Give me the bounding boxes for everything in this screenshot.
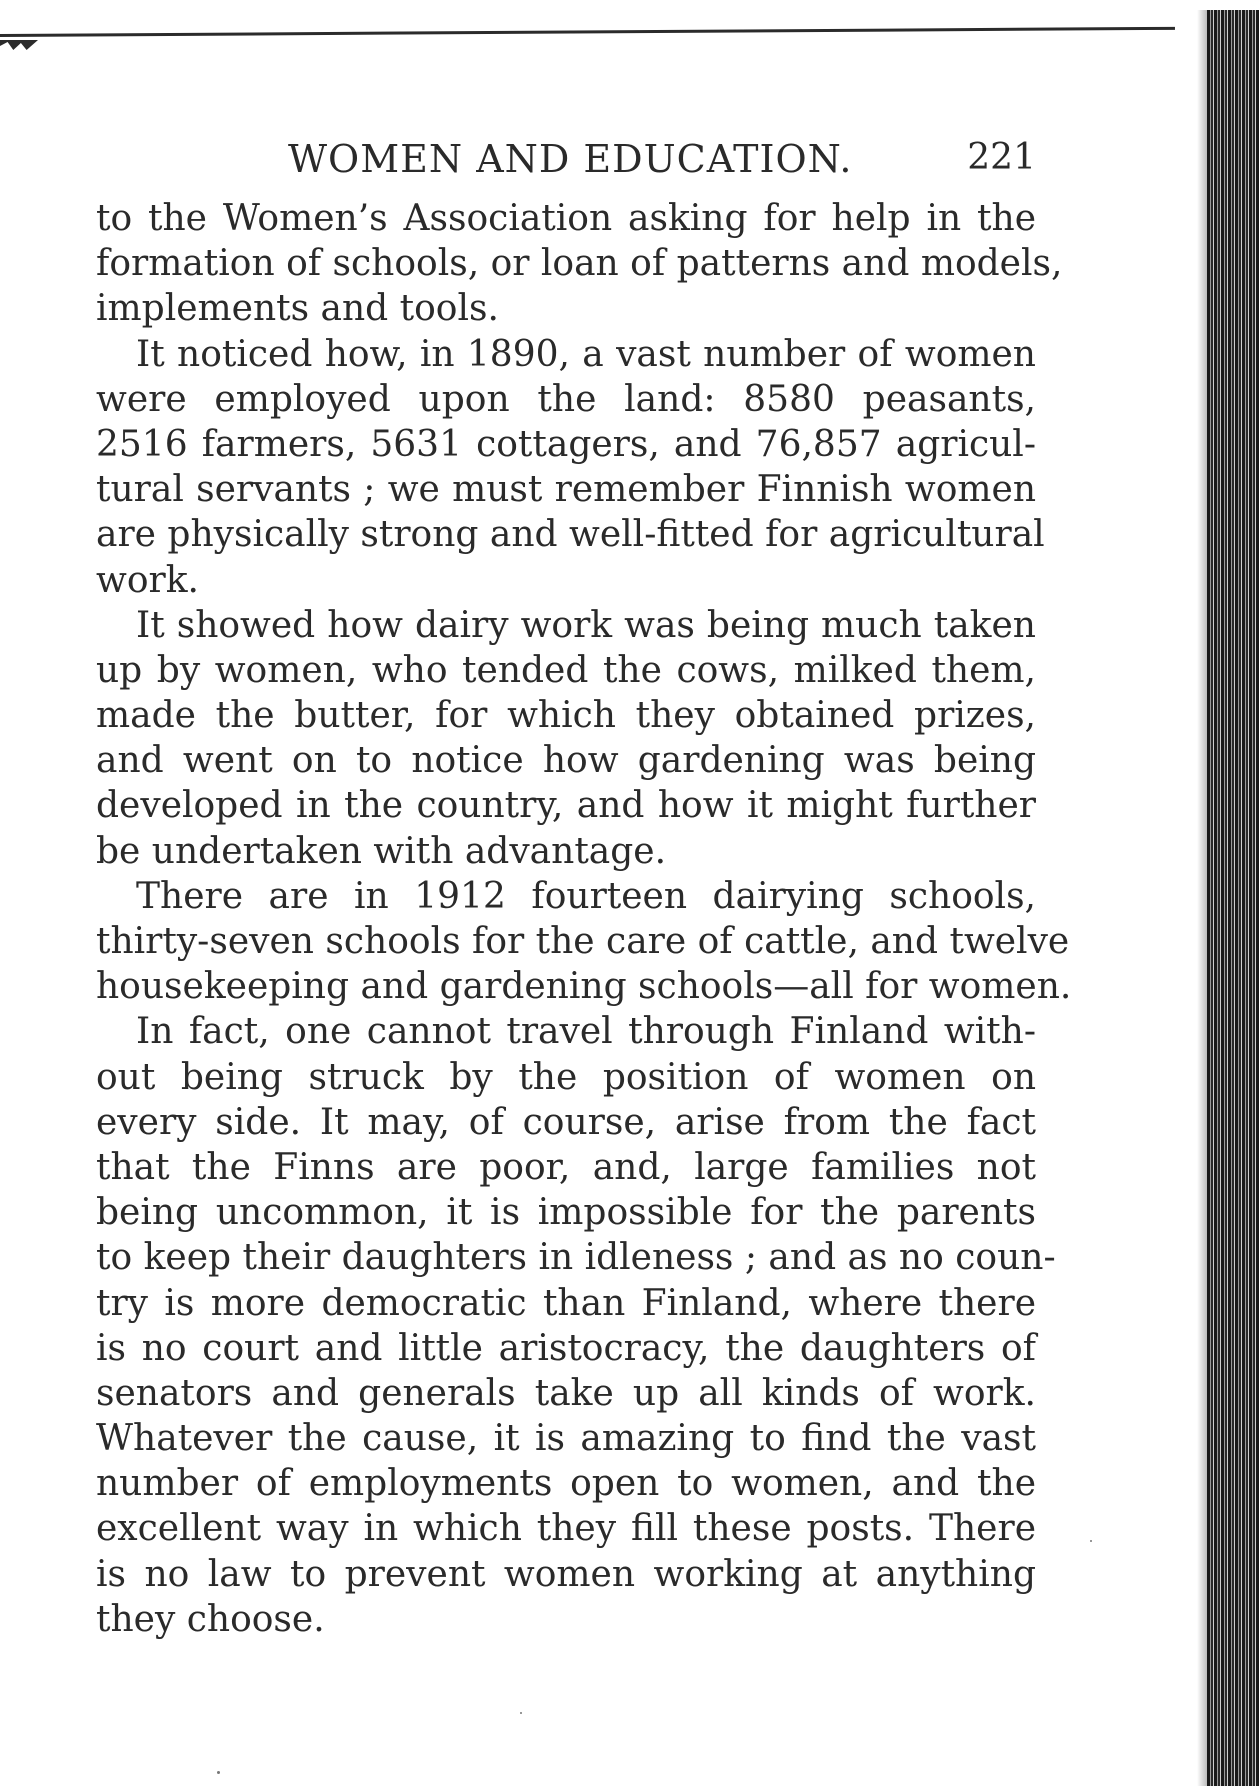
text-line: implements and tools. xyxy=(96,288,499,330)
top-page-rule xyxy=(0,27,1175,37)
book-spine-edge xyxy=(1207,10,1259,1786)
text-line: senators and generals take up all kinds of work. xyxy=(96,1372,1036,1414)
text-line: every side. It may, of course, arise from the fact xyxy=(96,1101,1036,1143)
text-line: to keep their daughters in idleness ; and as no coun- xyxy=(96,1237,1056,1279)
text-line: be undertaken with advantage. xyxy=(96,830,667,872)
text-line: they choose. xyxy=(96,1598,325,1640)
text-line: that the Finns are poor, and, large families not xyxy=(96,1146,1036,1188)
text-line: 2516 farmers, 5631 cottagers, and 76,857 agricul- xyxy=(96,423,1036,465)
text-line: being uncommon, it is impossible for the parents xyxy=(96,1192,1036,1234)
scan-speck xyxy=(1090,1540,1092,1542)
text-line: number of employments open to women, and the xyxy=(96,1463,1036,1505)
running-head xyxy=(96,137,1036,187)
binding-shadow xyxy=(1197,10,1207,1786)
text-line: developed in the country, and how it might further xyxy=(96,785,1036,827)
text-line: try is more democratic than Finland, where there xyxy=(96,1282,1036,1324)
text-line: out being struck by the position of women on xyxy=(96,1056,1036,1098)
text-line: It showed how dairy work was being much taken xyxy=(136,604,1036,646)
text-line: is no court and little aristocracy, the daughters of xyxy=(96,1327,1036,1369)
text-line: were employed upon the land: 8580 peasants, xyxy=(96,378,1036,420)
text-line: excellent way in which they fill these posts. There xyxy=(96,1508,1036,1550)
corner-print-mark xyxy=(0,40,38,50)
text-line: housekeeping and gardening schools—all for women. xyxy=(96,966,1072,1008)
text-line: up by women, who tended the cows, milked them, xyxy=(96,649,1036,691)
text-line: made the butter, for which they obtained prizes, xyxy=(96,695,1036,737)
scan-speck xyxy=(217,1771,220,1774)
text-line: is no law to prevent women working at anything xyxy=(96,1553,1036,1595)
text-line: are physically strong and well-fitted for agricultural xyxy=(96,514,1045,556)
text-line: Whatever the cause, it is amazing to find the vast xyxy=(96,1418,1036,1460)
body-text xyxy=(96,196,1072,1642)
scan-speck xyxy=(520,1712,522,1714)
text-line: There are in 1912 fourteen dairying schools, xyxy=(136,875,1036,917)
text-line: and went on to notice how gardening was being xyxy=(96,740,1036,782)
text-line: tural servants ; we must remember Finnish women xyxy=(96,469,1036,511)
running-title: WOMEN AND EDUCATION. xyxy=(288,137,853,181)
page-number: 221 xyxy=(967,137,1036,178)
text-line: work. xyxy=(96,559,199,601)
text-line: to the Women’s Association asking for help in the xyxy=(96,198,1036,239)
text-line: It noticed how, in 1890, a vast number of women xyxy=(136,333,1036,375)
text-line: In fact, one cannot travel through Finland with- xyxy=(136,1011,1036,1053)
text-line: formation of schools, or loan of patterns and models, xyxy=(96,243,1063,285)
text-line: thirty-seven schools for the care of cattle, and twelve xyxy=(96,921,1070,962)
